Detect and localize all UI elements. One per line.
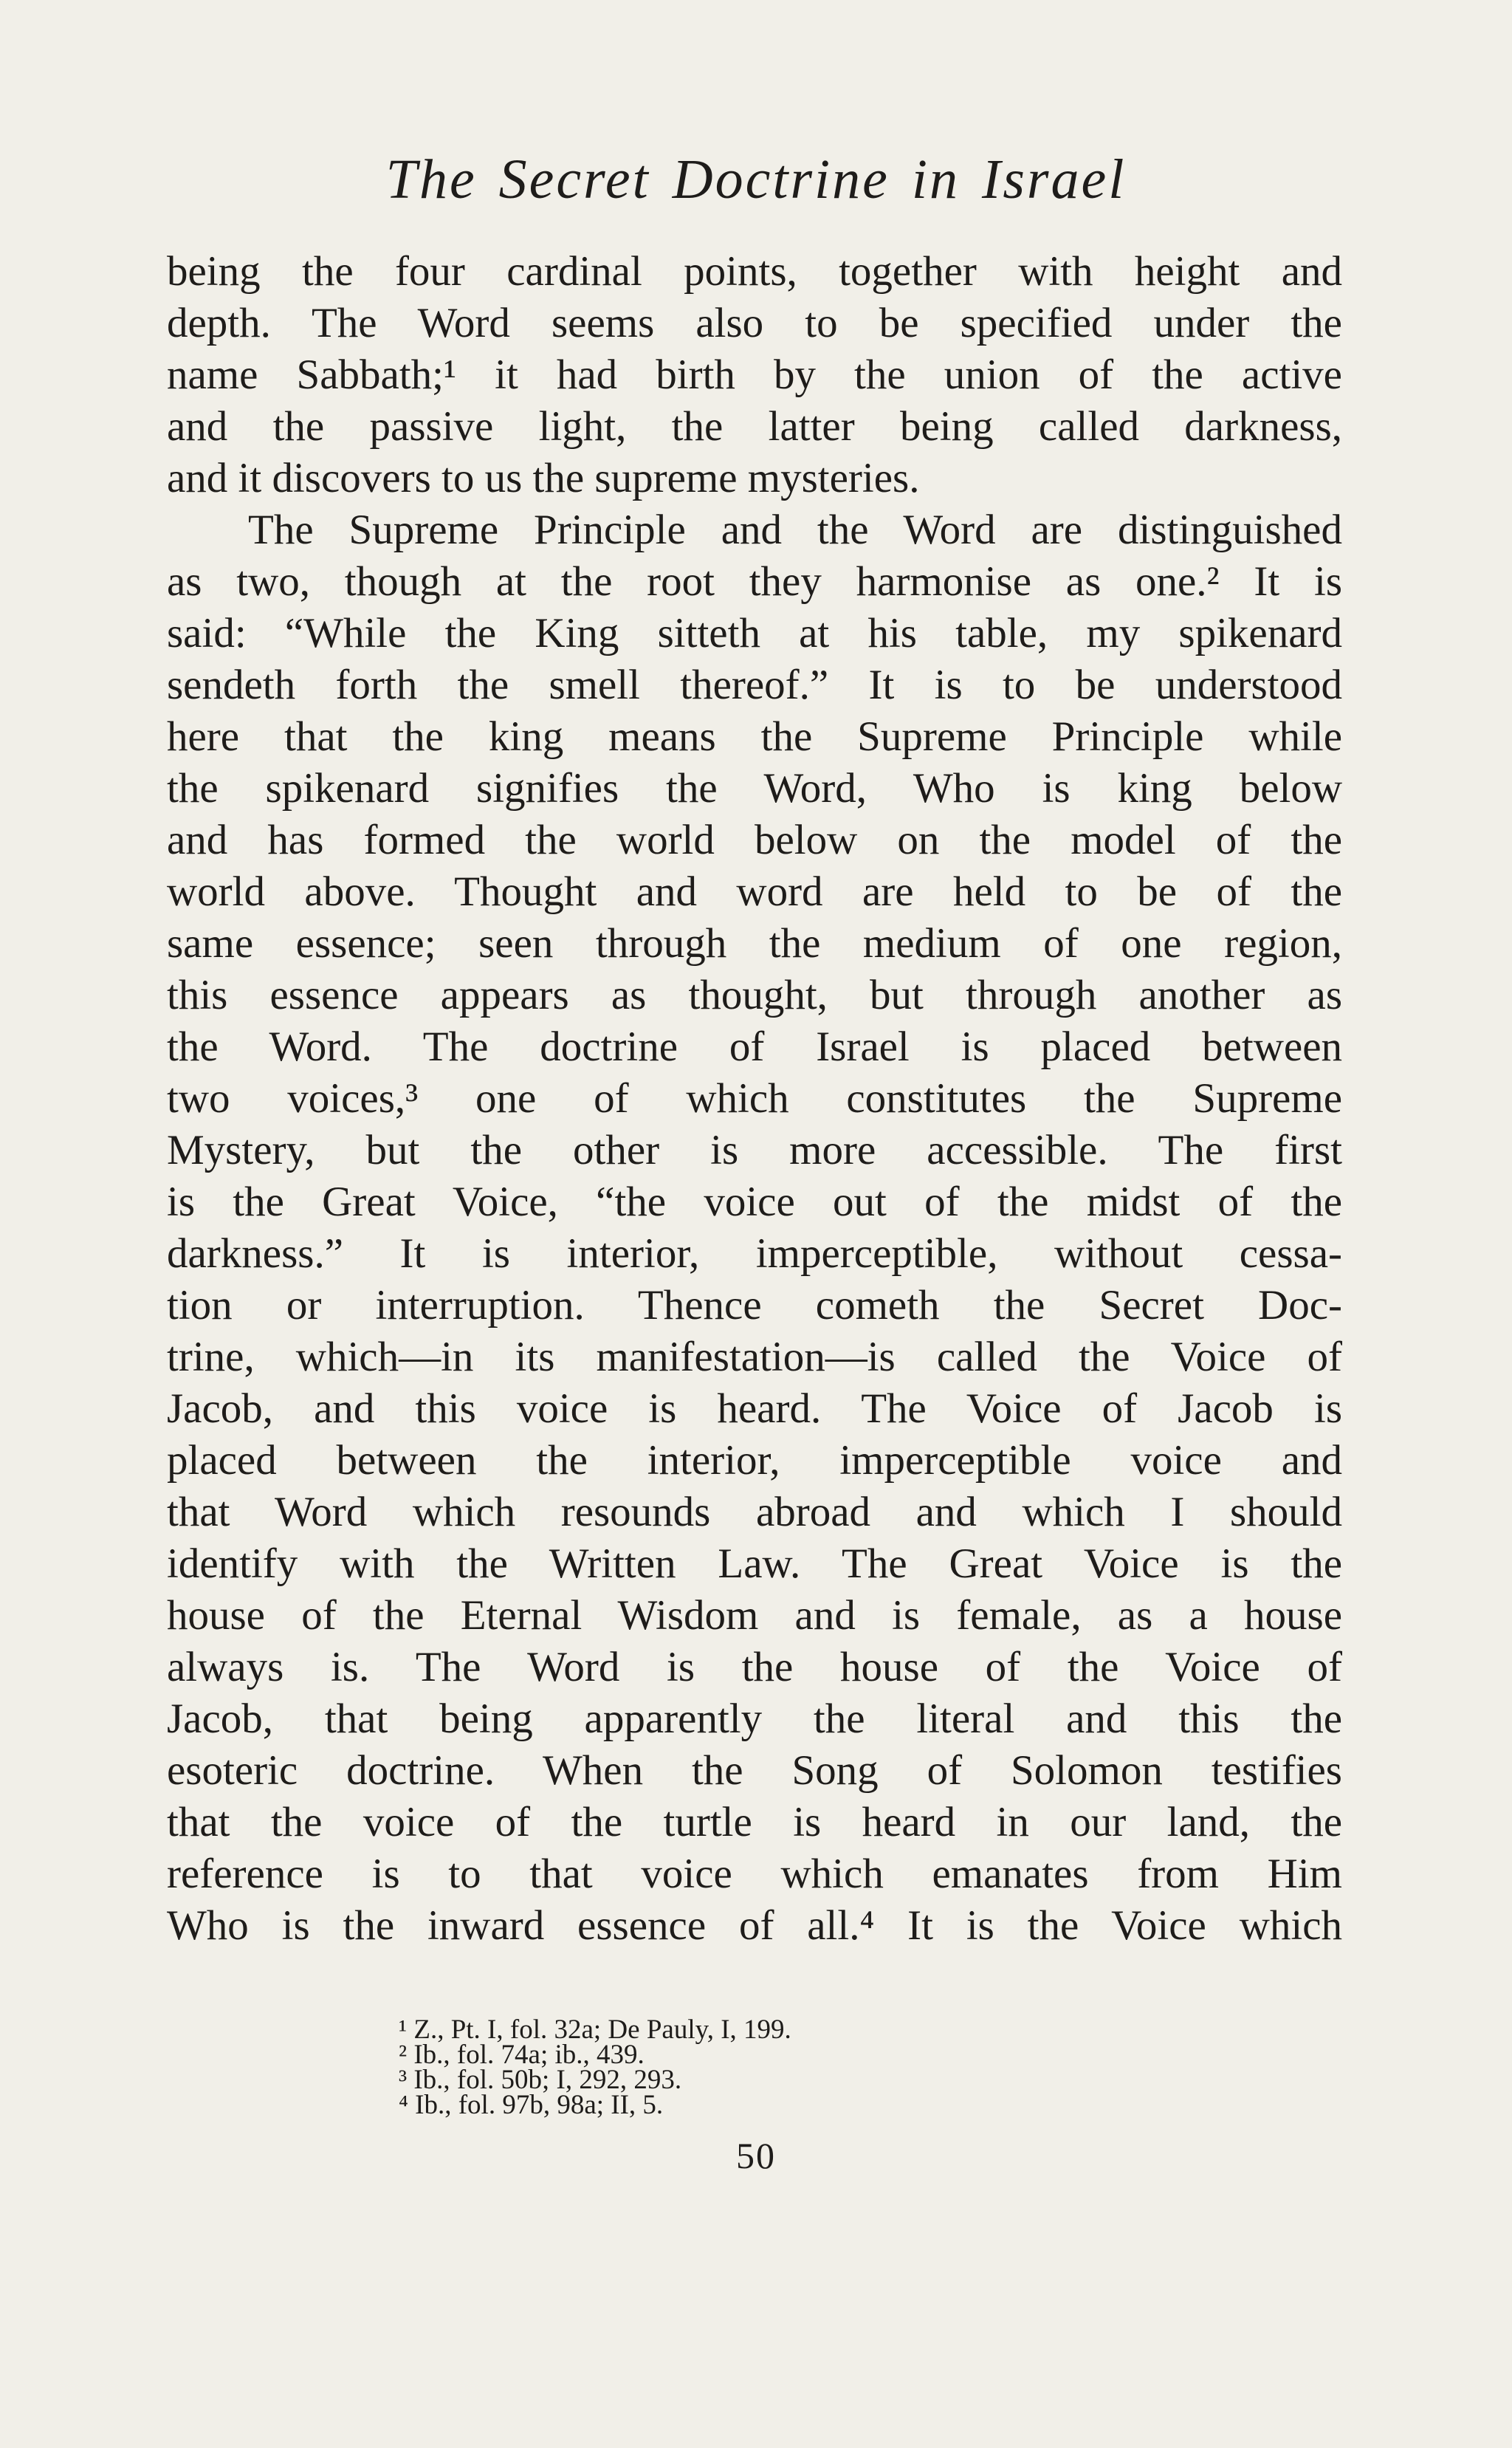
footnote-text: Ib., fol. 50b; I, 292, 293. — [413, 2065, 682, 2095]
text-line: the spikenard signifies the Word, Who is king below — [167, 765, 1342, 812]
footnote-text: Z., Pt. I, fol. 32a; De Pauly, I, 199. — [413, 2015, 791, 2045]
text-line: world above. Thought and word are held to be of the — [167, 868, 1342, 915]
footnote-text: Ib., fol. 74a; ib., 439. — [413, 2040, 645, 2070]
text-line: the Word. The doctrine of Israel is placed between — [167, 1024, 1342, 1070]
text-line: reference is to that voice which emanates from Him — [167, 1851, 1342, 1897]
text-line: sendeth forth the smell thereof.” It is to be understood — [167, 662, 1342, 708]
text-line: this essence appears as thought, but through another as — [167, 972, 1342, 1018]
text-line: that the voice of the turtle is heard in our land, the — [167, 1799, 1342, 1845]
text-line: here that the king means the Supreme Principle while — [167, 713, 1342, 760]
footnote-mark: ² — [399, 2040, 408, 2070]
text-line: and has formed the world below on the model of the — [167, 817, 1342, 863]
text-line: Who is the inward essence of all.⁴ It is the Voice which — [167, 1902, 1342, 1949]
footnotes — [399, 2017, 1211, 2118]
text-line: house of the Eternal Wisdom and is female, as a house — [167, 1592, 1342, 1639]
text-line: tion or interruption. Thence cometh the Secret Doc- — [167, 1282, 1342, 1328]
text-line: always is. The Word is the house of the Voice of — [167, 1644, 1342, 1690]
footnote — [399, 2065, 1211, 2095]
text-line: name Sabbath;¹ it had birth by the union of the active — [167, 352, 1342, 398]
text-line: depth. The Word seems also to be specified under the — [167, 300, 1342, 346]
text-line: esoteric doctrine. When the Song of Solomon testifies — [167, 1747, 1342, 1794]
text-line: same essence; seen through the medium of one region, — [167, 920, 1342, 967]
text-line: that Word which resounds abroad and which I should — [167, 1489, 1342, 1535]
footnote — [399, 2090, 1211, 2120]
footnote-text: Ib., fol. 97b, 98a; II, 5. — [415, 2090, 664, 2120]
text-line: as two, though at the root they harmonise as one.² It is — [167, 558, 1342, 605]
footnote-mark: ⁴ — [399, 2090, 408, 2120]
text-line: said: “While the King sitteth at his table, my spikenard — [167, 610, 1342, 656]
body-text — [167, 246, 1342, 1952]
text-line: and it discovers to us the supreme mysteries. — [167, 455, 920, 501]
text-line: placed between the interior, imperceptible voice and — [167, 1437, 1342, 1484]
text-line: The Supreme Principle and the Word are distinguished — [248, 507, 1342, 553]
footnote — [399, 2017, 1211, 2043]
text-line: darkness.” It is interior, imperceptible, without cessa- — [167, 1230, 1342, 1277]
footnote-mark: ¹ — [399, 2015, 408, 2045]
text-line: trine, which—in its manifestation—is called the Voice of — [167, 1334, 1342, 1380]
footnote-mark: ³ — [399, 2065, 408, 2095]
text-line: Jacob, that being apparently the literal and this the — [167, 1696, 1342, 1742]
text-line: is the Great Voice, “the voice out of the midst of the — [167, 1179, 1342, 1225]
text-line: Jacob, and this voice is heard. The Voice of Jacob is — [167, 1385, 1342, 1432]
text-line: and the passive light, the latter being called darkness, — [167, 403, 1342, 450]
text-line: being the four cardinal points, together with height and — [167, 248, 1342, 295]
text-line: Mystery, but the other is more accessible. The first — [167, 1127, 1342, 1173]
text-line: two voices,³ one of which constitutes the Supreme — [167, 1075, 1342, 1122]
text-line: identify with the Written Law. The Great Voice is the — [167, 1540, 1342, 1587]
footnote — [399, 2040, 1211, 2070]
running-head: The Secret Doctrine in Israel — [385, 148, 1127, 210]
page-number: 50 — [736, 2135, 776, 2176]
